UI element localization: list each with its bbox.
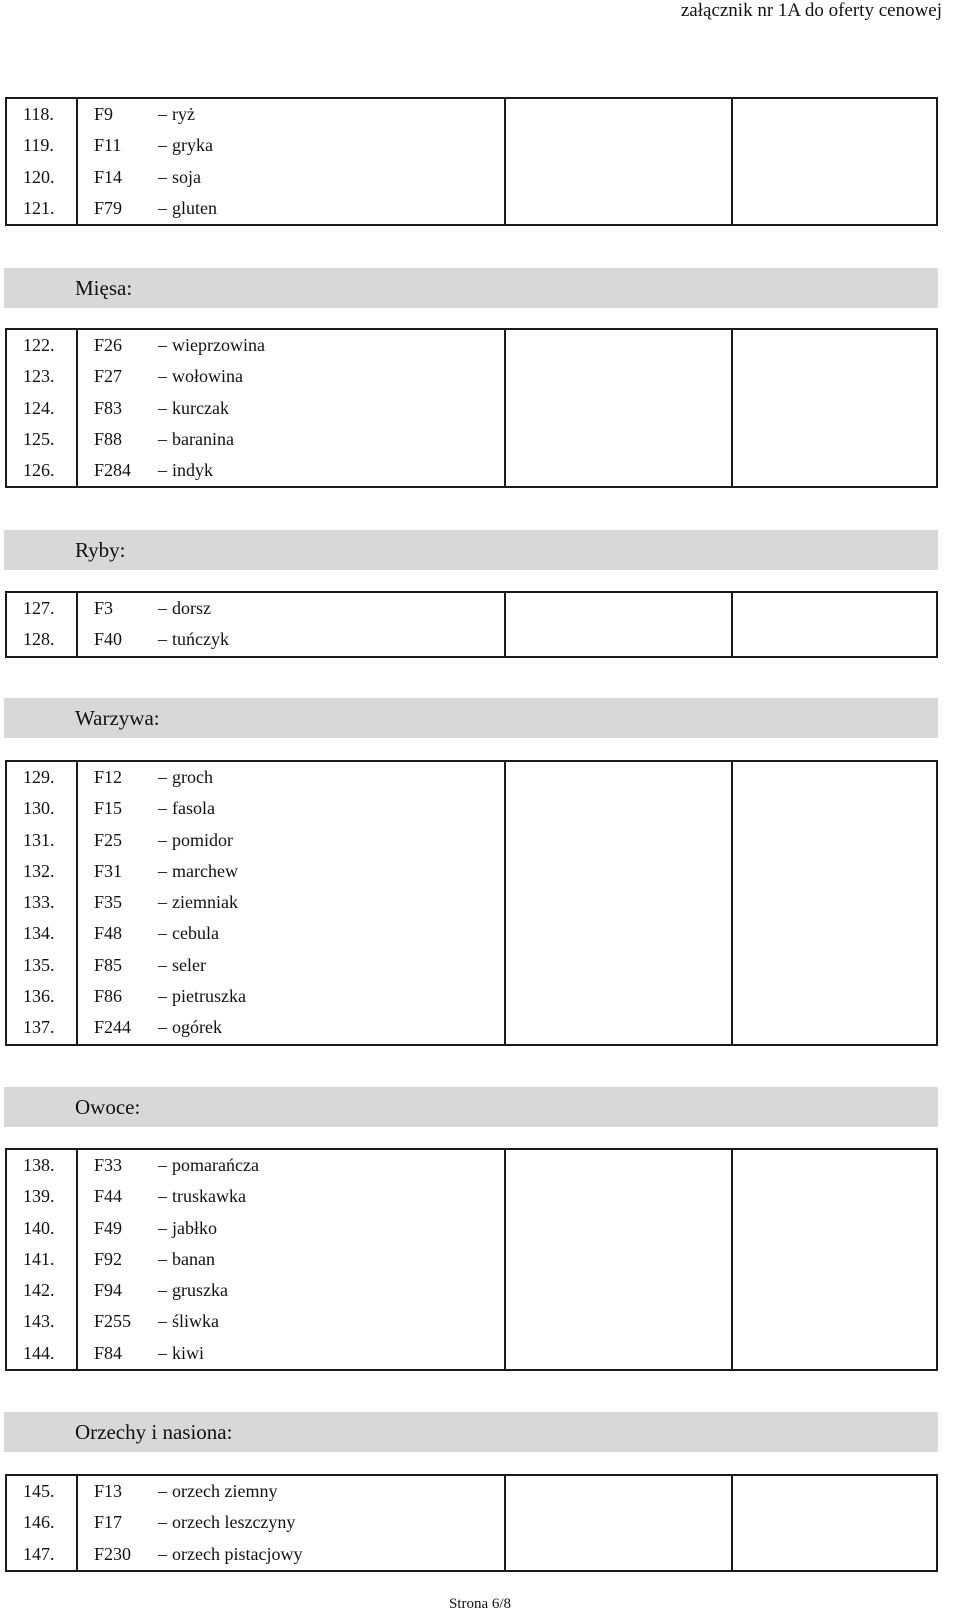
allergen-name: wieprzowina	[172, 335, 265, 355]
section-header-warzywa	[4, 698, 938, 738]
row-number: 120.	[7, 162, 78, 193]
allergen-name: marchew	[172, 860, 238, 881]
table-row: 133. F35 – ziemniak	[7, 887, 936, 918]
value-cell[interactable]	[733, 455, 936, 486]
row-number: 139.	[7, 1181, 78, 1212]
allergen-table-block	[5, 1474, 938, 1572]
price-cell[interactable]	[506, 424, 733, 455]
price-cell[interactable]	[506, 981, 733, 1012]
price-cell[interactable]	[506, 1150, 733, 1181]
allergen-name: gryka	[172, 135, 213, 156]
table-row: 135. F85 – seler	[7, 950, 936, 981]
table-row: 140. F49 – jabłko	[7, 1213, 936, 1244]
allergen-code: F25	[94, 829, 123, 850]
price-cell[interactable]	[506, 99, 733, 130]
table-row: 142. F94 – gruszka	[7, 1275, 936, 1306]
table-row: 132. F31 – marchew	[7, 856, 936, 887]
allergen-name: gluten	[172, 197, 217, 218]
value-cell[interactable]	[733, 593, 936, 624]
allergen-name: seler	[172, 954, 206, 975]
allergen-code: F9	[94, 104, 114, 124]
value-cell[interactable]	[733, 1275, 936, 1306]
table-row: 144. F84 – kiwi	[7, 1338, 936, 1369]
allergen-code: F83	[94, 397, 123, 418]
row-number: 126.	[7, 455, 78, 486]
allergen-code: F84	[94, 1342, 123, 1363]
allergen-code: F14	[94, 166, 123, 187]
section-title: Orzechy i nasiona:	[75, 1420, 233, 1444]
allergen-name: indyk	[172, 460, 214, 481]
value-cell[interactable]	[733, 1213, 936, 1244]
allergen-name: orzech ziemny	[172, 1481, 278, 1501]
allergen-code: F17	[94, 1512, 123, 1533]
row-number: 128.	[7, 624, 78, 655]
value-cell[interactable]	[733, 1338, 936, 1369]
row-number: 118.	[7, 99, 78, 130]
price-cell[interactable]	[506, 1507, 733, 1538]
table-row: 122. F26 – wieprzowina	[7, 330, 936, 361]
allergen-code: F26	[94, 335, 123, 355]
price-cell[interactable]	[506, 393, 733, 424]
row-number: 125.	[7, 424, 78, 455]
table-row: 136. F86 – pietruszka	[7, 981, 936, 1012]
value-cell[interactable]	[733, 1181, 936, 1212]
document-header: załącznik nr 1A do oferty cenowej	[680, 0, 942, 21]
value-cell[interactable]	[733, 1150, 936, 1181]
allergen-name: dorsz	[172, 598, 211, 618]
allergen-code: F86	[94, 986, 123, 1007]
allergen-name: tuńczyk	[172, 629, 229, 650]
price-cell[interactable]	[506, 1244, 733, 1275]
table-row: 131. F25 – pomidor	[7, 825, 936, 856]
allergen-table-block	[5, 760, 938, 1046]
allergen-name: baranina	[172, 428, 234, 449]
allergen-code: F92	[94, 1248, 123, 1269]
table-row: 130. F15 – fasola	[7, 793, 936, 824]
allergen-table-block	[5, 97, 938, 226]
table-row: 126. F284 – indyk	[7, 455, 936, 486]
allergen-name: ogórek	[172, 1017, 222, 1038]
price-cell[interactable]	[506, 455, 733, 486]
table-row: 139. F44 – truskawka	[7, 1181, 936, 1212]
price-cell[interactable]	[506, 887, 733, 918]
allergen-code: F255	[94, 1311, 132, 1332]
value-cell[interactable]	[733, 1476, 936, 1507]
row-number: 127.	[7, 593, 78, 624]
row-number: 129.	[7, 762, 78, 793]
value-cell[interactable]	[733, 856, 936, 887]
price-cell[interactable]	[506, 593, 733, 624]
price-cell[interactable]	[506, 1476, 733, 1507]
table-row: 143. F255 – śliwka	[7, 1306, 936, 1337]
row-number: 142.	[7, 1275, 78, 1306]
allergen-table-block	[5, 328, 938, 488]
value-cell[interactable]	[733, 981, 936, 1012]
row-number: 147.	[7, 1539, 78, 1570]
price-cell[interactable]	[506, 1181, 733, 1212]
allergen-code: F44	[94, 1186, 123, 1207]
row-number: 123.	[7, 361, 78, 392]
allergen-name: śliwka	[172, 1311, 219, 1332]
row-number: 141.	[7, 1244, 78, 1275]
table-row: 123. F27 – wołowina	[7, 361, 936, 392]
row-number: 145.	[7, 1476, 78, 1507]
allergen-name: ziemniak	[172, 892, 238, 913]
row-number: 134.	[7, 918, 78, 949]
allergen-code: F3	[94, 598, 114, 618]
value-cell[interactable]	[733, 887, 936, 918]
price-cell[interactable]	[506, 361, 733, 392]
value-cell[interactable]	[733, 950, 936, 981]
value-cell[interactable]	[733, 162, 936, 193]
allergen-code: F79	[94, 197, 123, 218]
row-number: 144.	[7, 1338, 78, 1369]
price-cell[interactable]	[506, 793, 733, 824]
allergen-code: F88	[94, 428, 123, 449]
allergen-code: F27	[94, 366, 123, 387]
table-row: 137. F244 – ogórek	[7, 1012, 936, 1043]
section-header-ryby	[4, 530, 938, 570]
table-row: 138. F33 – pomarańcza	[7, 1150, 936, 1181]
price-cell[interactable]	[506, 950, 733, 981]
row-number: 137.	[7, 1012, 78, 1043]
allergen-name: cebula	[172, 923, 219, 944]
section-header-owoce	[4, 1087, 938, 1127]
value-cell[interactable]	[733, 361, 936, 392]
allergen-name: ryż	[172, 104, 195, 124]
table-row: 120. F14 – soja	[7, 162, 936, 193]
section-title: Warzywa:	[75, 706, 160, 730]
allergen-name: pomidor	[172, 829, 233, 850]
price-cell[interactable]	[506, 330, 733, 361]
section-title: Mięsa:	[75, 276, 133, 300]
price-cell[interactable]	[506, 1306, 733, 1337]
allergen-name: kurczak	[172, 397, 229, 418]
table-row: 145. F13 – orzech ziemny	[7, 1476, 936, 1507]
allergen-code: F244	[94, 1017, 132, 1038]
price-cell[interactable]	[506, 162, 733, 193]
value-cell[interactable]	[733, 624, 936, 655]
table-row: 147. F230 – orzech pistacjowy	[7, 1539, 936, 1570]
row-number: 133.	[7, 887, 78, 918]
value-cell[interactable]	[733, 1244, 936, 1275]
allergen-code: F13	[94, 1481, 123, 1501]
allergen-name: soja	[172, 166, 201, 187]
price-cell[interactable]	[506, 130, 733, 161]
table-row: 129. F12 – groch	[7, 762, 936, 793]
row-number: 143.	[7, 1306, 78, 1337]
price-cell[interactable]	[506, 1012, 733, 1043]
table-row: 141. F92 – banan	[7, 1244, 936, 1275]
value-cell[interactable]	[733, 99, 936, 130]
allergen-code: F94	[94, 1280, 123, 1301]
value-cell[interactable]	[733, 762, 936, 793]
allergen-code: F230	[94, 1543, 132, 1564]
row-number: 136.	[7, 981, 78, 1012]
value-cell[interactable]	[733, 825, 936, 856]
value-cell[interactable]	[733, 1012, 936, 1043]
allergen-name: jabłko	[172, 1217, 217, 1238]
allergen-table-block	[5, 1148, 938, 1371]
row-number: 121.	[7, 193, 78, 224]
allergen-code: F11	[94, 135, 122, 156]
value-cell[interactable]	[733, 918, 936, 949]
allergen-code: F35	[94, 892, 123, 913]
table-row: 125. F88 – baranina	[7, 424, 936, 455]
allergen-name: truskawka	[172, 1186, 246, 1207]
table-row: 119. F11 – gryka	[7, 130, 936, 161]
value-cell[interactable]	[733, 1306, 936, 1337]
table-row: 146. F17 – orzech leszczyny	[7, 1507, 936, 1538]
value-cell[interactable]	[733, 424, 936, 455]
row-number: 146.	[7, 1507, 78, 1538]
allergen-name: wołowina	[172, 366, 243, 387]
table-row: 128. F40 – tuńczyk	[7, 624, 936, 655]
allergen-code: F33	[94, 1155, 123, 1175]
price-cell[interactable]	[506, 624, 733, 655]
row-number: 131.	[7, 825, 78, 856]
price-cell[interactable]	[506, 856, 733, 887]
allergen-code: F49	[94, 1217, 123, 1238]
section-title: Owoce:	[75, 1095, 141, 1119]
allergen-code: F40	[94, 629, 123, 650]
price-cell[interactable]	[506, 825, 733, 856]
allergen-code: F12	[94, 767, 123, 787]
row-number: 135.	[7, 950, 78, 981]
value-cell[interactable]	[733, 393, 936, 424]
allergen-name: pomarańcza	[172, 1155, 259, 1175]
allergen-name: pietruszka	[172, 986, 246, 1007]
table-row: 121. F79 – gluten	[7, 193, 936, 224]
allergen-code: F31	[94, 860, 123, 881]
price-cell[interactable]	[506, 1338, 733, 1369]
row-number: 132.	[7, 856, 78, 887]
price-cell[interactable]	[506, 1539, 733, 1570]
row-number: 138.	[7, 1150, 78, 1181]
allergen-code: F15	[94, 798, 123, 819]
page-number: Strona 6/8	[448, 1596, 512, 1612]
price-cell[interactable]	[506, 918, 733, 949]
value-cell[interactable]	[733, 793, 936, 824]
section-header-mieso	[4, 268, 938, 308]
allergen-name: banan	[172, 1248, 215, 1269]
row-number: 140.	[7, 1213, 78, 1244]
price-cell[interactable]	[506, 193, 733, 224]
row-number: 122.	[7, 330, 78, 361]
value-cell[interactable]	[733, 130, 936, 161]
allergen-name: groch	[172, 767, 213, 787]
row-number: 130.	[7, 793, 78, 824]
price-cell[interactable]	[506, 1275, 733, 1306]
allergen-name: kiwi	[172, 1342, 205, 1363]
value-cell[interactable]	[733, 1507, 936, 1538]
row-number: 119.	[7, 130, 78, 161]
allergen-code: F48	[94, 923, 123, 944]
allergen-name: fasola	[172, 798, 215, 819]
allergen-name: gruszka	[172, 1280, 228, 1301]
price-cell[interactable]	[506, 762, 733, 793]
allergen-name: orzech leszczyny	[172, 1512, 296, 1533]
value-cell[interactable]	[733, 193, 936, 224]
row-number: 124.	[7, 393, 78, 424]
price-cell[interactable]	[506, 1213, 733, 1244]
allergen-code: F85	[94, 954, 123, 975]
section-header-orzechy	[4, 1412, 938, 1452]
allergen-name: orzech pistacjowy	[172, 1543, 303, 1564]
value-cell[interactable]	[733, 330, 936, 361]
section-title: Ryby:	[75, 538, 126, 562]
allergen-table-block	[5, 591, 938, 658]
table-row: 127. F3 – dorsz	[7, 593, 936, 624]
allergen-code: F284	[94, 460, 132, 481]
value-cell[interactable]	[733, 1539, 936, 1570]
table-row: 124. F83 – kurczak	[7, 393, 936, 424]
table-row: 134. F48 – cebula	[7, 918, 936, 949]
table-row: 118. F9 – ryż	[7, 99, 936, 130]
